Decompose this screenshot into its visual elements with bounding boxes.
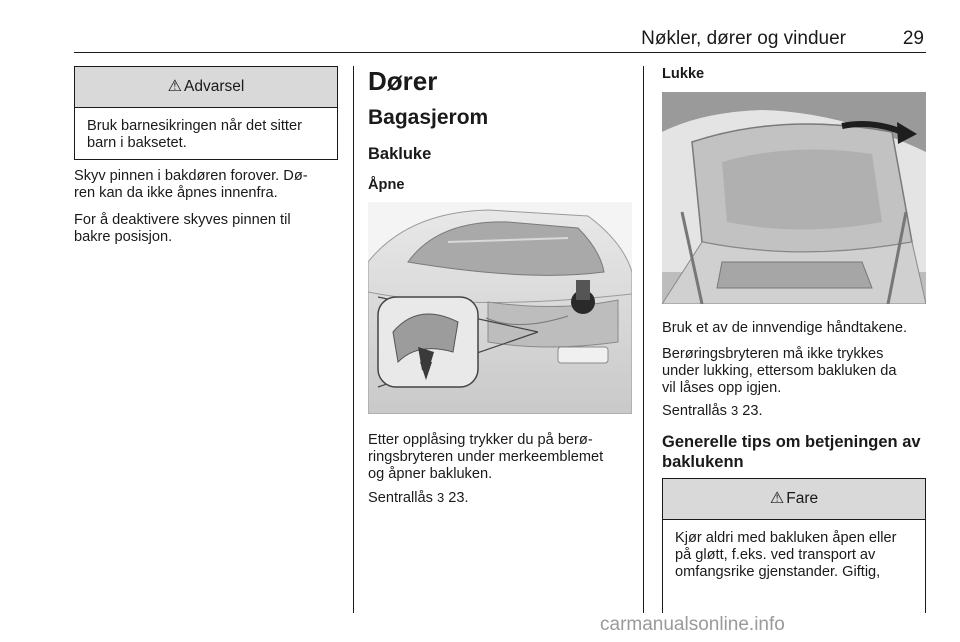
- column-divider: [643, 66, 644, 613]
- paragraph: [368, 432, 638, 483]
- paragraph: Bruk et av de innvendige håndtakene.: [662, 320, 908, 336]
- paragraph: [74, 168, 344, 202]
- watermark-text: carmanualsonline.info: [600, 614, 785, 635]
- topic-heading: Bakluke: [368, 145, 432, 163]
- step-heading: Lukke: [662, 66, 705, 82]
- text-line: under lukking, ettersom bakluken da: [662, 363, 897, 379]
- page-header: [74, 28, 926, 53]
- tailgate-open-illustration: [368, 202, 632, 414]
- reference-text: Sentrallås: [368, 490, 433, 506]
- text-line: bakre posisjon.: [74, 229, 173, 245]
- warning-box: [74, 66, 338, 160]
- text-line: ringsbryteren under merkeemblemet: [368, 449, 604, 465]
- warning-box-header: [75, 67, 337, 108]
- text-line: For å deaktivere skyves pinnen til: [74, 212, 291, 228]
- danger-box: [662, 478, 926, 613]
- warning-triangle-icon: ⚠: [167, 78, 183, 95]
- warning-text: [75, 108, 337, 162]
- reference-page: 23.: [742, 403, 763, 419]
- topic-heading: [662, 432, 932, 472]
- reference-arrow-icon: 3: [436, 490, 445, 505]
- paragraph: [74, 212, 344, 246]
- cross-reference[interactable]: [662, 402, 932, 420]
- text-line: Bruk barnesikringen når det sitter: [87, 118, 302, 134]
- text-line: vil låses opp igjen.: [662, 380, 782, 396]
- step-heading: Åpne: [368, 177, 405, 193]
- text-line: Generelle tips om betjeningen av: [662, 433, 921, 451]
- tailgate-close-illustration: [662, 92, 926, 304]
- paragraph: [662, 346, 932, 397]
- reference-page: 23.: [448, 490, 469, 506]
- text-line: omfangsrike gjenstander. Giftig,: [675, 564, 881, 580]
- danger-title: Fare: [786, 490, 819, 507]
- column-divider: [353, 66, 354, 613]
- text-line: barn i baksetet.: [87, 135, 187, 151]
- text-line: Etter opplåsing trykker du på berø-: [368, 432, 593, 448]
- page-number: 29: [902, 28, 924, 49]
- text-line: Berøringsbryteren må ikke trykkes: [662, 346, 884, 362]
- danger-text: [663, 520, 925, 591]
- text-line: baklukenn: [662, 453, 744, 471]
- reference-arrow-icon: 3: [730, 403, 739, 418]
- text-line: Kjør aldri med bakluken åpen eller: [675, 530, 897, 546]
- cross-reference[interactable]: [368, 489, 638, 507]
- reference-text: Sentrallås: [662, 403, 727, 419]
- subsection-heading: Bagasjerom: [368, 106, 489, 129]
- text-line: Skyv pinnen i bakdøren forover. Dø-: [74, 168, 308, 184]
- text-line: på gløtt, f.eks. ved transport av: [675, 547, 876, 563]
- warning-title: Advarsel: [184, 78, 245, 95]
- warning-triangle-icon: ⚠: [769, 490, 785, 507]
- danger-box-header: [663, 479, 925, 520]
- text-line: ren kan da ikke åpnes innenfra.: [74, 185, 278, 201]
- page-title: Nøkler, dører og vinduer: [641, 28, 846, 49]
- text-line: og åpner bakluken.: [368, 466, 493, 482]
- section-heading: Dører: [368, 66, 438, 96]
